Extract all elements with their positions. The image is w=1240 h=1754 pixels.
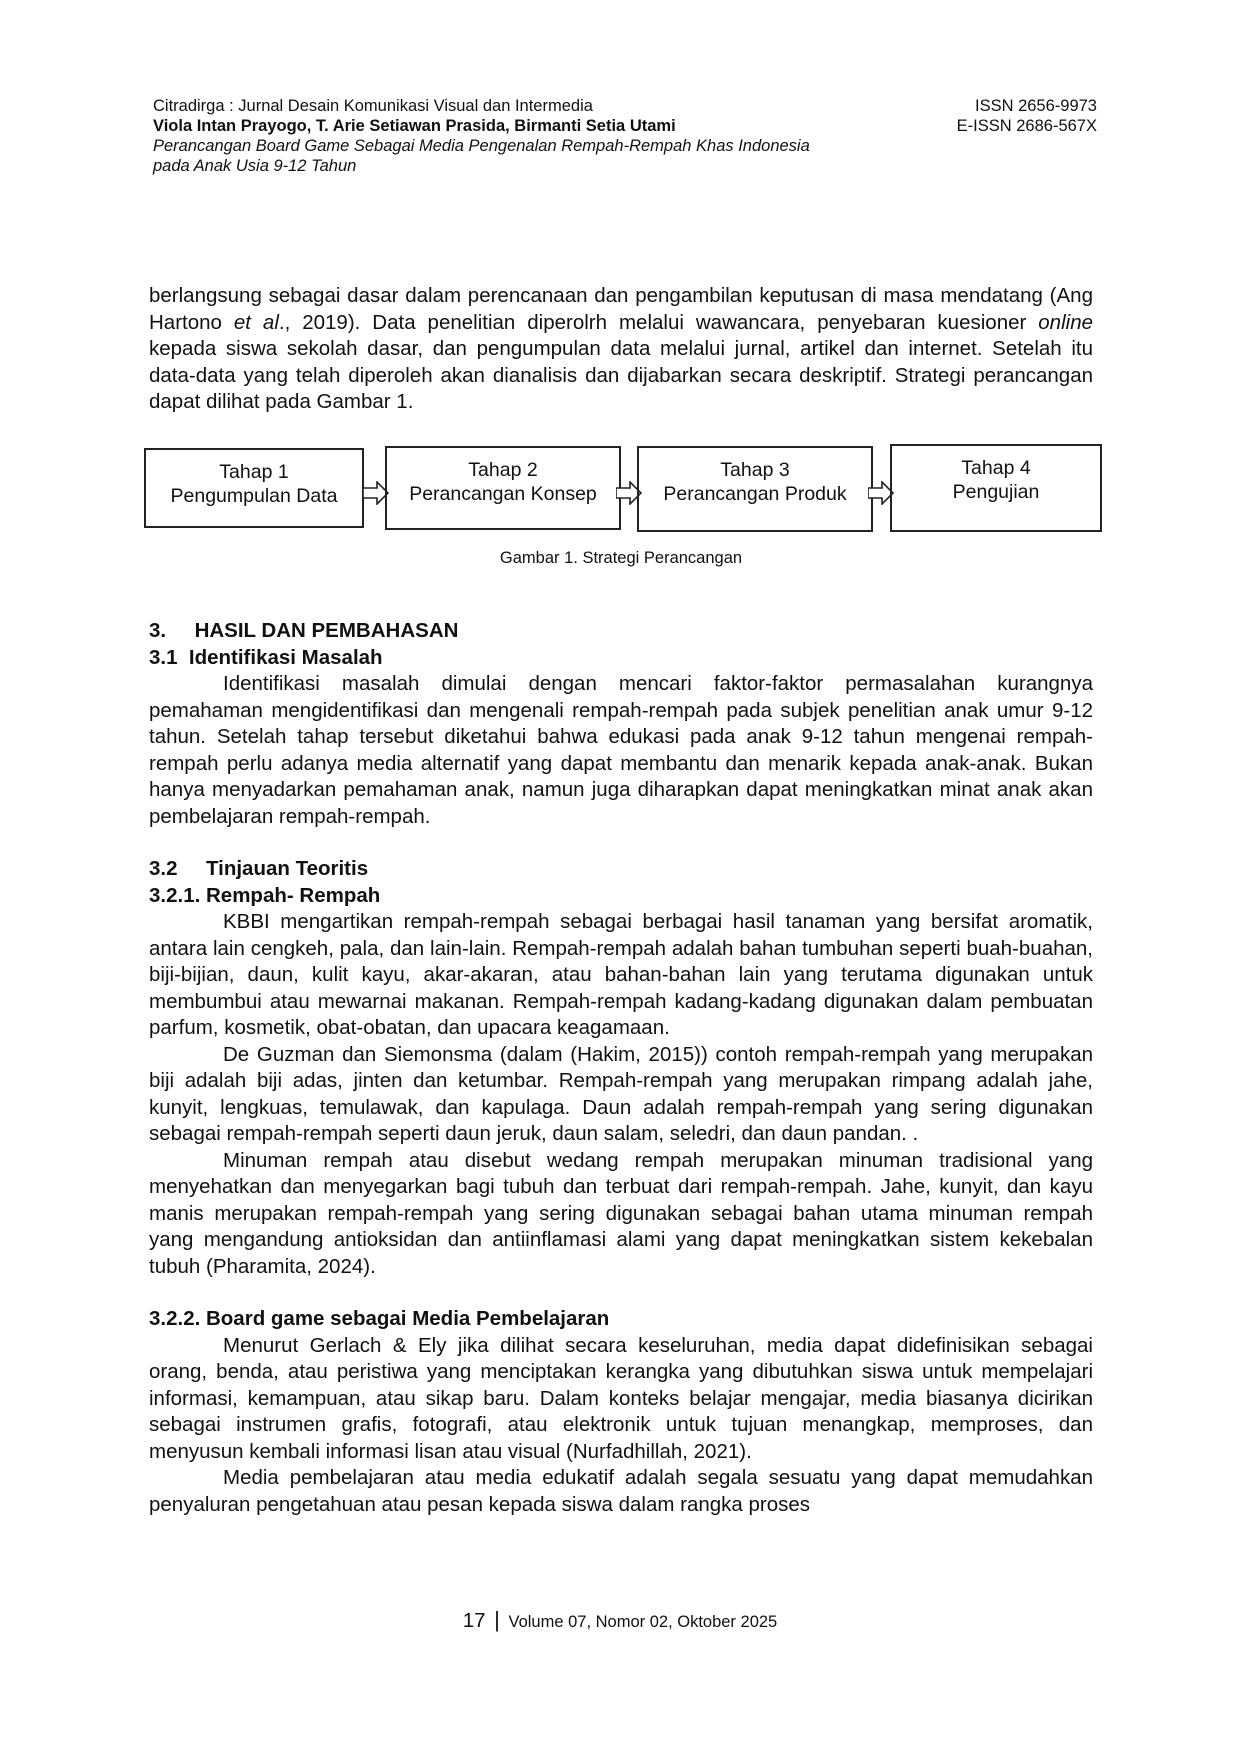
section-3 xyxy=(149,618,1093,1518)
stage-box-2 xyxy=(385,446,621,530)
section-3-1-heading: 3.1 Identifikasi Masalah xyxy=(149,645,383,669)
spacer xyxy=(149,1280,1093,1306)
section-3-2-heading: 3.2 Tinjauan Teoritis xyxy=(149,857,369,880)
footer-divider: | xyxy=(494,1607,500,1632)
author-list: Viola Intan Prayogo, T. Arie Setiawan Prasida, Birmanti Setia Utami xyxy=(153,117,676,135)
intro-etal: et al xyxy=(233,310,279,334)
stage-4-title: Tahap 4 xyxy=(961,457,1031,479)
header-right xyxy=(957,96,1097,136)
section-3-heading: 3. HASIL DAN PEMBAHASAN xyxy=(149,619,459,642)
journal-name: Citradirga : Jurnal Desain Komunikasi Visual dan Intermedia xyxy=(153,97,593,115)
article-title-line2: pada Anak Usia 9-12 Tahun xyxy=(153,157,357,175)
intro-paragraph xyxy=(149,283,1093,416)
strategy-diagram xyxy=(144,446,1102,538)
section-3-2-1-paragraph-2: De Guzman dan Siemonsma (dalam (Hakim, 2015)) contoh rempah-rempah yang merupakan biji adalah biji adas, jinten dan ketumbar. Rempah-rempah yang merupakan rimpang adalah jahe, kunyit, lengkuas, temulawak, dan kapulaga. Daun adalah rempah-rempah yang sering digunakan sebagai rempah-rempah seperti daun jeruk, daun salam, seledri, dan daun pandan. . xyxy=(149,1042,1093,1145)
stage-2-label: Perancangan Konsep xyxy=(409,483,597,505)
figure-caption: Gambar 1. Strategi Perancangan xyxy=(499,549,743,567)
section-3-1-paragraph: Identifikasi masalah dimulai dengan mencari faktor-faktor permasalahan kurangnya pemahaman mengidentifikasi dan mengenali rempah-rempah pada subjek penelitian anak umur 9-12 tahun. Setelah tahap tersebut diketahui bahwa edukasi pada anak 9-12 tahun mengenai rempah-rempah perlu adanya media alternatif yang dapat membantu dan menarik kepada anak-anak. Bukan hanya menyadarkan pemahaman anak, namun juga diharapkan dapat meningkatkan minat anak akan pembelajaran rempah-rempah. xyxy=(149,672,1093,828)
eissn: E-ISSN 2686-567X xyxy=(956,117,1097,135)
volume-info: Volume 07, Nomor 02, Oktober 2025 xyxy=(508,1613,778,1631)
page-number: 17 xyxy=(462,1609,486,1632)
article-title-line1: Perancangan Board Game Sebagai Media Pengenalan Rempah-Rempah Khas Indonesia xyxy=(153,137,810,155)
issn: ISSN 2656-9973 xyxy=(974,97,1097,115)
stage-box-3 xyxy=(637,446,873,532)
intro-text-b: ., 2019). Data penelitian diperolrh melalui wawancara, penyebaran kuesioner xyxy=(278,310,1039,334)
section-3-2-2-paragraph-1: Menurut Gerlach & Ely jika dilihat secara keseluruhan, media dapat didefinisikan sebagai orang, benda, atau peristiwa yang menciptakan kerangka yang dibutuhkan siswa untuk mempelajari informasi, kemampuan, atau sikap baru. Dalam konteks belajar mengajar, media biasanya dicirikan sebagai instrumen grafis, fotografi, atau elektronik untuk tujuan menangkap, memproses, dan menyusun kembali informasi lisan atau visual (Nurfadhillah, 2021). xyxy=(149,1333,1093,1463)
section-3-2-2-heading: 3.2.2. Board game sebagai Media Pembelajaran xyxy=(149,1307,610,1330)
stage-3-title: Tahap 3 xyxy=(720,459,790,481)
intro-text-a: berlangsung sebagai dasar dalam perencanaan dan pengambilan keputusan di masa mendatang (Ang Hartono xyxy=(149,284,1093,334)
intro-section xyxy=(149,283,1093,416)
stage-1-label: Pengumpulan Data xyxy=(170,485,338,507)
intro-online: online xyxy=(1038,310,1093,334)
spacer xyxy=(149,830,1093,856)
stage-2-title: Tahap 2 xyxy=(468,459,538,481)
section-3-2-2-paragraph-2: Media pembelajaran atau media edukatif adalah segala sesuatu yang dapat memudahkan penyaluran pengetahuan atau pesan kepada siswa dalam rangka proses xyxy=(149,1466,1093,1516)
stage-4-label: Pengujian xyxy=(952,481,1040,503)
section-3-2-1-paragraph-3: Minuman rempah atau disebut wedang rempah merupakan minuman tradisional yang menyehatkan dan menyegarkan bagi tubuh dan terbuat dari rempah-rempah. Jahe, kunyit, dan kayu manis merupakan rempah-rempah yang sering digunakan sebagai bahan utama minuman rempah yang mengandung antioksidan dan antiinflamasi alami yang dapat meningkatkan sistem kekebalan tubuh (Pharamita, 2024). xyxy=(149,1148,1093,1278)
stage-box-1 xyxy=(144,448,364,528)
stage-3-label: Perancangan Produk xyxy=(663,483,847,505)
section-3-2-1-heading: 3.2.1. Rempah- Rempah xyxy=(149,883,381,907)
stage-box-4 xyxy=(890,444,1102,532)
intro-text-c: kepada siswa sekolah dasar, dan pengumpulan data melalui jurnal, artikel dan internet. Setelah itu data-data yang telah diperoleh akan dianalisis dan dijabarkan secara deskriptif. Strategi perancangan dapat dilihat pada Gambar 1. xyxy=(149,337,1093,413)
section-3-2-1-paragraph-1: KBBI mengartikan rempah-rempah sebagai berbagai hasil tanaman yang bersifat aromatik, antara lain cengkeh, pala, dan lain-lain. Rempah-rempah adalah bahan tumbuhan seperti buah-buahan, biji-bijian, daun, kulit kayu, akar-akaran, atau bahan-bahan lain yang terutama digunakan untuk membumbui atau mewarnai makanan. Rempah-rempah kadang-kadang digunakan dalam pembuatan parfum, kosmetik, obat-obatan, dan upacara keagamaan. xyxy=(149,910,1093,1039)
page-footer xyxy=(0,1607,1240,1633)
stage-1-title: Tahap 1 xyxy=(219,461,289,483)
header-left xyxy=(153,96,913,176)
